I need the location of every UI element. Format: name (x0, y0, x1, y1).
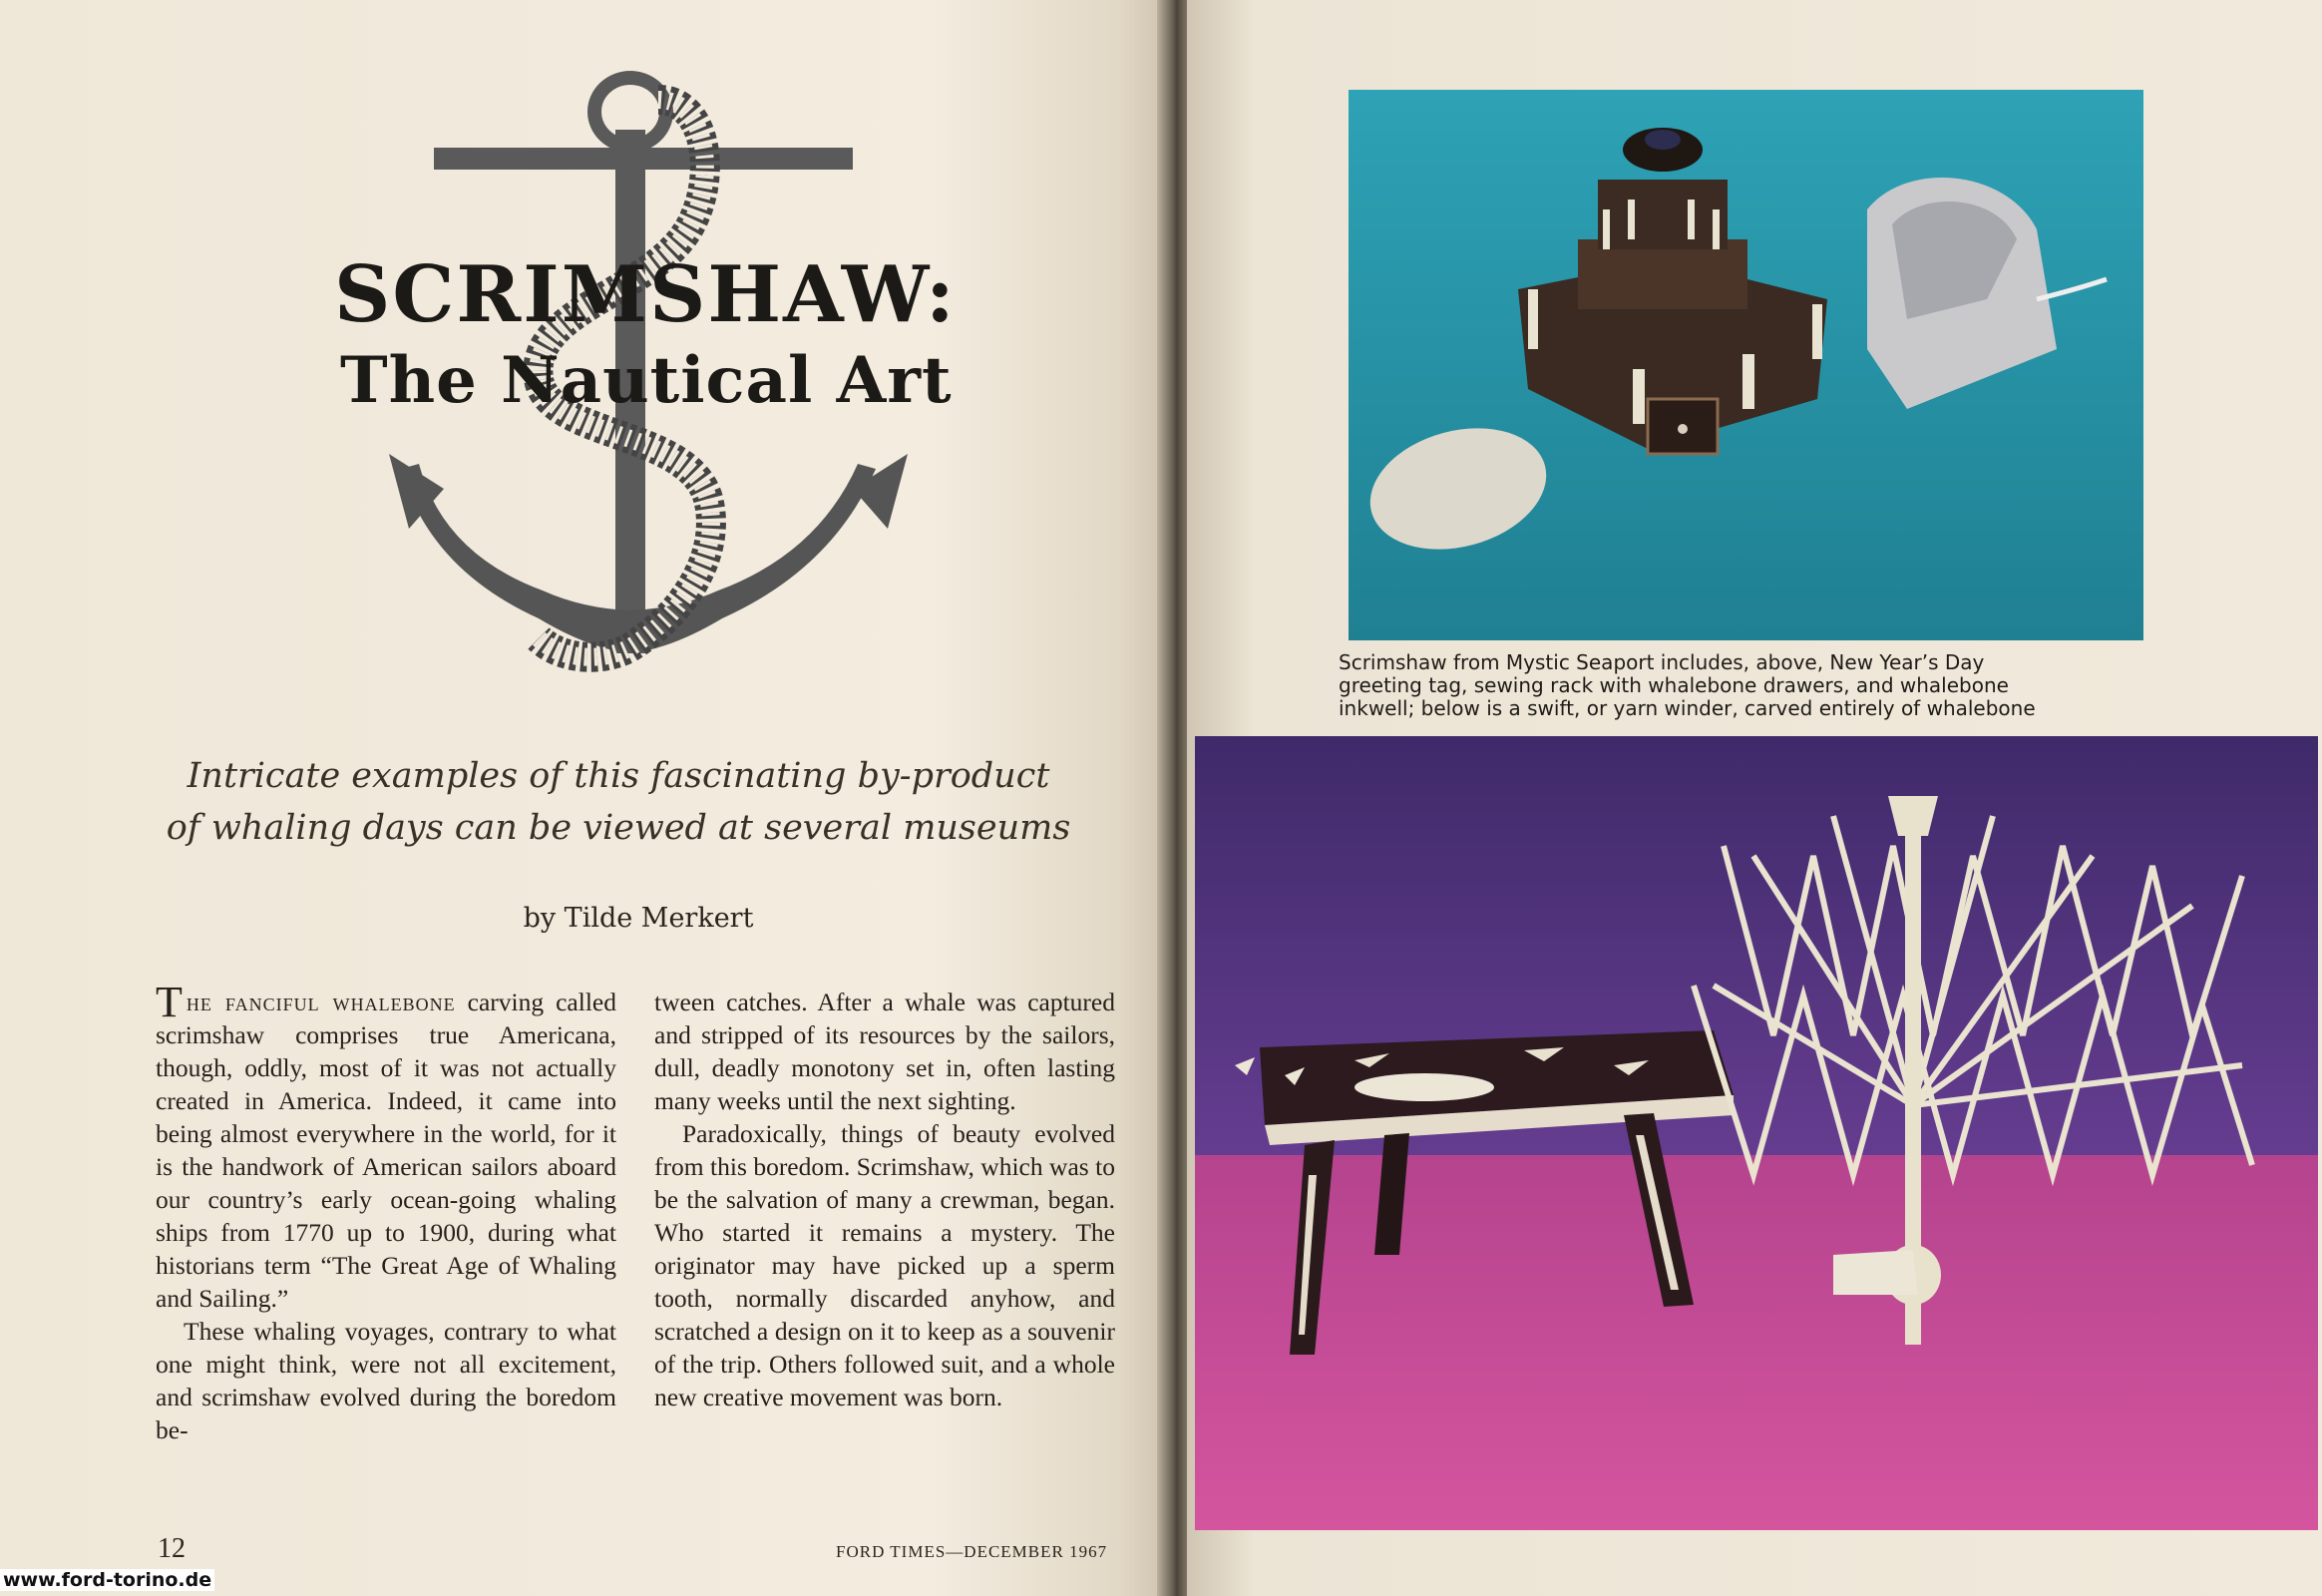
drop-cap: T (156, 978, 183, 1026)
publication-footer: FORD TIMES—DECEMBER 1967 (836, 1542, 1108, 1561)
scrimshaw-objects-photo (1349, 90, 2143, 640)
paragraph: tween catches. After a whale was captured and stripped of its resources by the sailors, dull, deadly monotony set in, often lasting many weeks until the next sighting. (654, 988, 1115, 1115)
article-title (334, 249, 957, 421)
caption-line-1: Scrimshaw from Mystic Seaport includes, above, New Year’s Day (1339, 650, 1985, 674)
article-subtitle (120, 750, 1117, 854)
caption-line-2: greeting tag, sewing rack with whalebone drawers, and whalebone (1339, 673, 2009, 697)
page-number: 12 (158, 1533, 186, 1564)
paragraph: Paradoxically, things of beauty evolved from this boredom. Scrimshaw, which was to be the salvation of many a crewman, began. Who started it remains a mystery. The originator may have picked up a sperm tooth, normally discarded anyhow, and scratched a design on it to keep as a souvenir of the trip. Others followed suit, and a whole new creative movement was born. (654, 1119, 1115, 1411)
article-column-1 (156, 978, 616, 1446)
swift-yarn-winder-photo (1195, 736, 2318, 1530)
subtitle-line-2: of whaling days can be viewed at several museums (166, 808, 1071, 848)
caption-line-3: inkwell; below is a swift, or yarn winder, carved entirely of whalebone (1339, 696, 2036, 720)
lead-in: he fanciful whalebone (186, 988, 456, 1016)
subtitle-line-1: Intricate examples of this fascinating by-product (187, 756, 1050, 796)
paragraph: These whaling voyages, contrary to what one might think, were not all excitement, and scrimshaw evolved during the boredom be- (156, 1317, 616, 1444)
photo-caption (1339, 651, 2150, 720)
paragraph-text: carving called scrimshaw comprises true Americana, though, oddly, most of it was not actually created in America. Indeed, it came into being almost everywhere in the world, for it is the handwork of American sailors aboard our country’s early ocean-going whaling ships from 1770 up to 1900, during what historians term “The Great Age of Whaling and Sailing.” (156, 988, 616, 1313)
website-watermark: www.ford-torino.de (0, 1569, 214, 1591)
title-line-2: The Nautical Art (340, 343, 953, 418)
byline: by Tilde Merkert (523, 903, 754, 934)
title-line-1: SCRIMSHAW: (334, 249, 957, 340)
paragraph (156, 978, 616, 1315)
article-column-2 (654, 986, 1115, 1413)
